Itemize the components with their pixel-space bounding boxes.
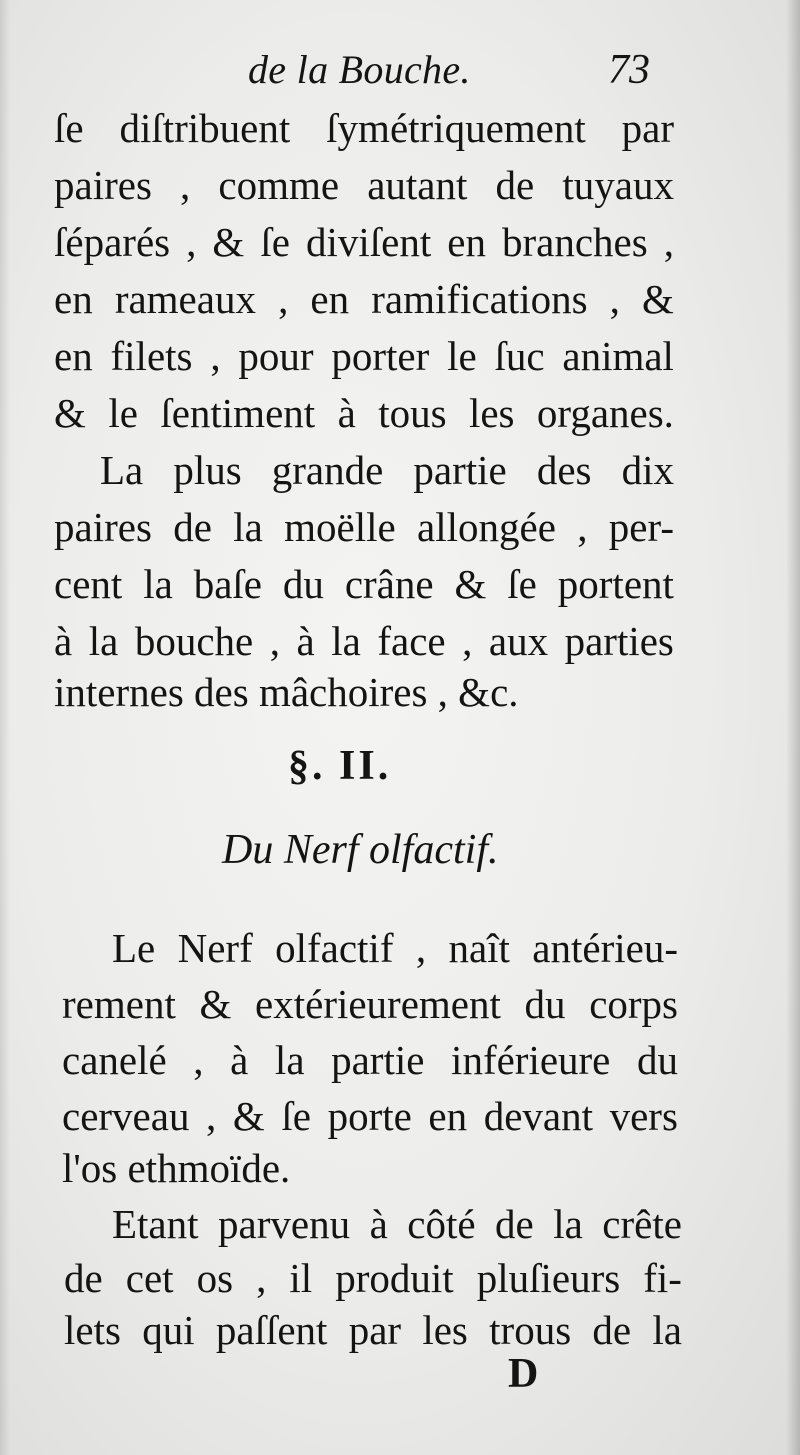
page-shadow-left — [0, 0, 10, 1455]
text-line: cent la baſe du crâne & ſe portent — [54, 561, 674, 607]
text-line: canelé , à la partie inférieure du — [62, 1037, 678, 1083]
signature-mark: D — [508, 1351, 539, 1397]
section-number: §. II. — [288, 743, 392, 789]
text-line: en rameaux , en ramifications , & — [54, 276, 674, 322]
text-line: de cet os , il produit pluſieurs fi- — [64, 1255, 682, 1301]
section-title: Du Nerf olfactif. — [222, 827, 499, 873]
text-line: à la bouche , à la face , aux parties — [54, 618, 674, 664]
text-line: ſe diſtribuent ſymétriquement par — [54, 105, 674, 151]
text-line: lets qui paſſent par les trous de la — [64, 1307, 682, 1353]
text-line: rement & extérieurement du corps — [62, 981, 678, 1027]
text-line: en filets , pour porter le ſuc animal — [54, 333, 674, 379]
text-line: La plus grande partie des dix — [100, 447, 674, 493]
text-line: cerveau , & ſe porte en devant vers — [62, 1093, 678, 1139]
text-line: Le Nerf olfactif , naît antérieu- — [112, 925, 678, 971]
text-line: paires de la moëlle allongée , per- — [54, 504, 674, 550]
text-line: ſéparés , & ſe diviſent en branches , — [54, 219, 674, 265]
text-line: & le ſentiment à tous les organes. — [54, 390, 674, 436]
text-line: l'os ethmoïde. — [62, 1145, 291, 1191]
running-title: de la Bouche. — [248, 47, 471, 92]
text-line: internes des mâchoires , &c. — [54, 669, 519, 715]
text-line: Etant parvenu à côté de la crête — [112, 1201, 682, 1247]
page-shadow-right — [786, 0, 800, 1455]
page-number: 73 — [608, 47, 650, 93]
text-line: paires , comme autant de tuyaux — [54, 162, 674, 208]
